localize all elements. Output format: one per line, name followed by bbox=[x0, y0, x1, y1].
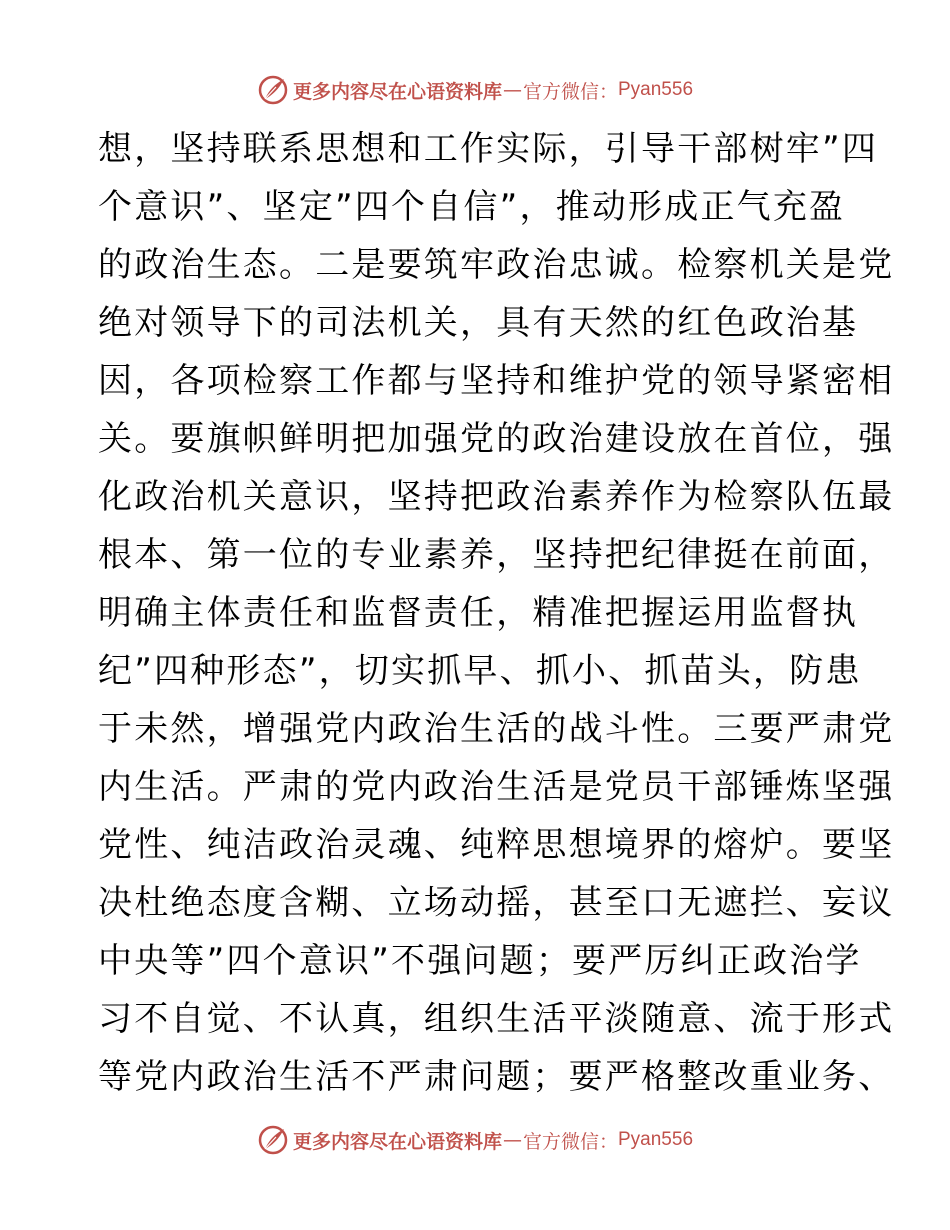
body-line: 根本、第一位的专业素养，坚持把纪律挺在前面， bbox=[98, 535, 895, 575]
body-line: 等党内政治生活不严肃问题；要严格整改重业务、 bbox=[98, 1057, 895, 1097]
body-line: 绝对领导下的司法机关，具有天然的红色政治基 bbox=[98, 303, 859, 343]
feather-pen-logo-icon bbox=[257, 74, 289, 106]
body-line: 中央等”四个意识”不强问题；要严厉纠正政治学 bbox=[98, 941, 862, 981]
body-line: 决杜绝态度含糊、立场动摇，甚至口无遮拦、妄议 bbox=[98, 883, 895, 923]
body-line: 因，各项检察工作都与坚持和维护党的领导紧密相 bbox=[98, 361, 895, 401]
footer-official-label: 官方微信： bbox=[522, 1130, 618, 1153]
body-line: 的政治生态。二是要筑牢政治忠诚。检察机关是党 bbox=[98, 245, 895, 285]
body-line: 想，坚持联系思想和工作实际，引导干部树牢”四 bbox=[98, 129, 879, 169]
feather-pen-logo-icon bbox=[257, 1124, 289, 1156]
footer-slogan: 更多内容尽在心语资料库 bbox=[292, 1130, 502, 1153]
header-slogan: 更多内容尽在心语资料库 bbox=[292, 80, 502, 103]
body-line: 明确主体责任和监督责任，精准把握运用监督执 bbox=[98, 593, 859, 633]
body-line: 关。要旗帜鲜明把加强党的政治建设放在首位，强 bbox=[98, 419, 895, 459]
body-line: 于未然，增强党内政治生活的战斗性。三要严肃党 bbox=[98, 709, 895, 749]
body-line: 内生活。严肃的党内政治生活是党员干部锤炼坚强 bbox=[98, 767, 895, 807]
header-official-label: 官方微信： bbox=[522, 80, 618, 103]
body-line: 党性、纯洁政治灵魂、纯粹思想境界的熔炉。要坚 bbox=[98, 825, 895, 865]
body-line: 习不自觉、不认真，组织生活平淡随意、流于形式 bbox=[98, 999, 895, 1039]
footer-dash: — bbox=[502, 1129, 522, 1151]
body-line: 纪”四种形态”，切实抓早、抓小、抓苗头，防患 bbox=[98, 651, 862, 691]
footer-wechat-id: Pyan556 bbox=[618, 1129, 694, 1150]
footer-banner bbox=[0, 1122, 950, 1158]
body-line: 个意识”、坚定”四个自信”，推动形成正气充盈 bbox=[98, 187, 846, 227]
body-line: 化政治机关意识，坚持把政治素养作为检察队伍最 bbox=[98, 477, 895, 517]
document-body bbox=[98, 120, 895, 1106]
header-banner bbox=[0, 72, 950, 108]
header-wechat-id: Pyan556 bbox=[618, 79, 694, 100]
header-dash: — bbox=[502, 79, 522, 101]
